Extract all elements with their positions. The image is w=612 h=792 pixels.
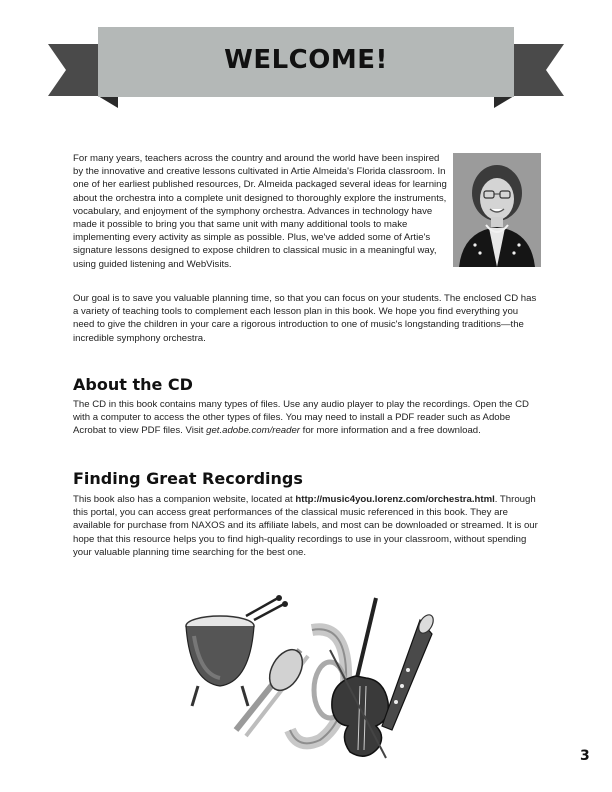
- companion-website-link[interactable]: http://music4you.lorenz.com/orchestra.html: [295, 494, 495, 505]
- orchestra-instruments-illustration: [180, 590, 440, 760]
- clarinet-icon: [382, 612, 436, 730]
- recordings-paragraph: [73, 493, 543, 559]
- welcome-banner: [0, 0, 612, 120]
- adobe-reader-link[interactable]: get.adobe.com/reader: [206, 425, 300, 437]
- page-number: 3: [580, 748, 590, 764]
- author-photo: [453, 153, 541, 267]
- about-cd-heading: About the CD: [73, 375, 193, 394]
- about-cd-text-after: for more information and a free download.: [300, 425, 481, 437]
- violin-icon: [330, 598, 388, 758]
- about-cd-paragraph: [73, 398, 543, 438]
- page-title: WELCOME!: [224, 45, 388, 75]
- drumstick-icon: [246, 598, 278, 616]
- intro-paragraph: For many years, teachers across the country and around the world have been inspired by the innovative and creative lessons cultivated in Artie Almeida's Florida classroom. In one of her earliest published resources, Dr. Almeida packaged several ideas for learning about the orchestra into a complete unit designed to thoroughly explore the instruments, vocabulary, and enjoyment of the symphony orchestra. Advances in technology have made it possible to bring you that same unit with many additional tools to make implementing every activity as simple as possible. Plus, we've added some of Artie's signature lessons designed to expose children to classical music in a meaningful way, using guided listening and WebVisits.: [73, 153, 447, 270]
- recordings-text-after: . Through this portal, you can access great performances of the classical music referenced in this book. They are available for purchase from NAXOS and its affiliate labels, and most can be downloaded or streamed. It is our hope that this resource helps you to find high-quality recordings to use in your classroom, without spending your valuable planning time searching for the best one.: [73, 494, 538, 558]
- about-cd-text-before: The CD in this book contains many types of files. Use any audio player to play the recordings. Open the CD with a computer to access the other types of files. You may need to install a PDF reader such as Adobe Acrobat to view PDF files. Visit: [73, 399, 529, 437]
- recordings-text-before: This book also has a companion website, located at: [73, 494, 296, 505]
- goal-paragraph: Our goal is to save you valuable planning time, so that you can focus on your students. The enclosed CD has a variety of teaching tools to complement each lesson plan in this book. We hope you find everything you need to give the children in your care a rigorous introduction to one of music's longstanding traditions—the incredible symphony orchestra.: [73, 293, 537, 344]
- timpani-icon: [186, 616, 254, 706]
- recordings-heading: Finding Great Recordings: [73, 469, 303, 488]
